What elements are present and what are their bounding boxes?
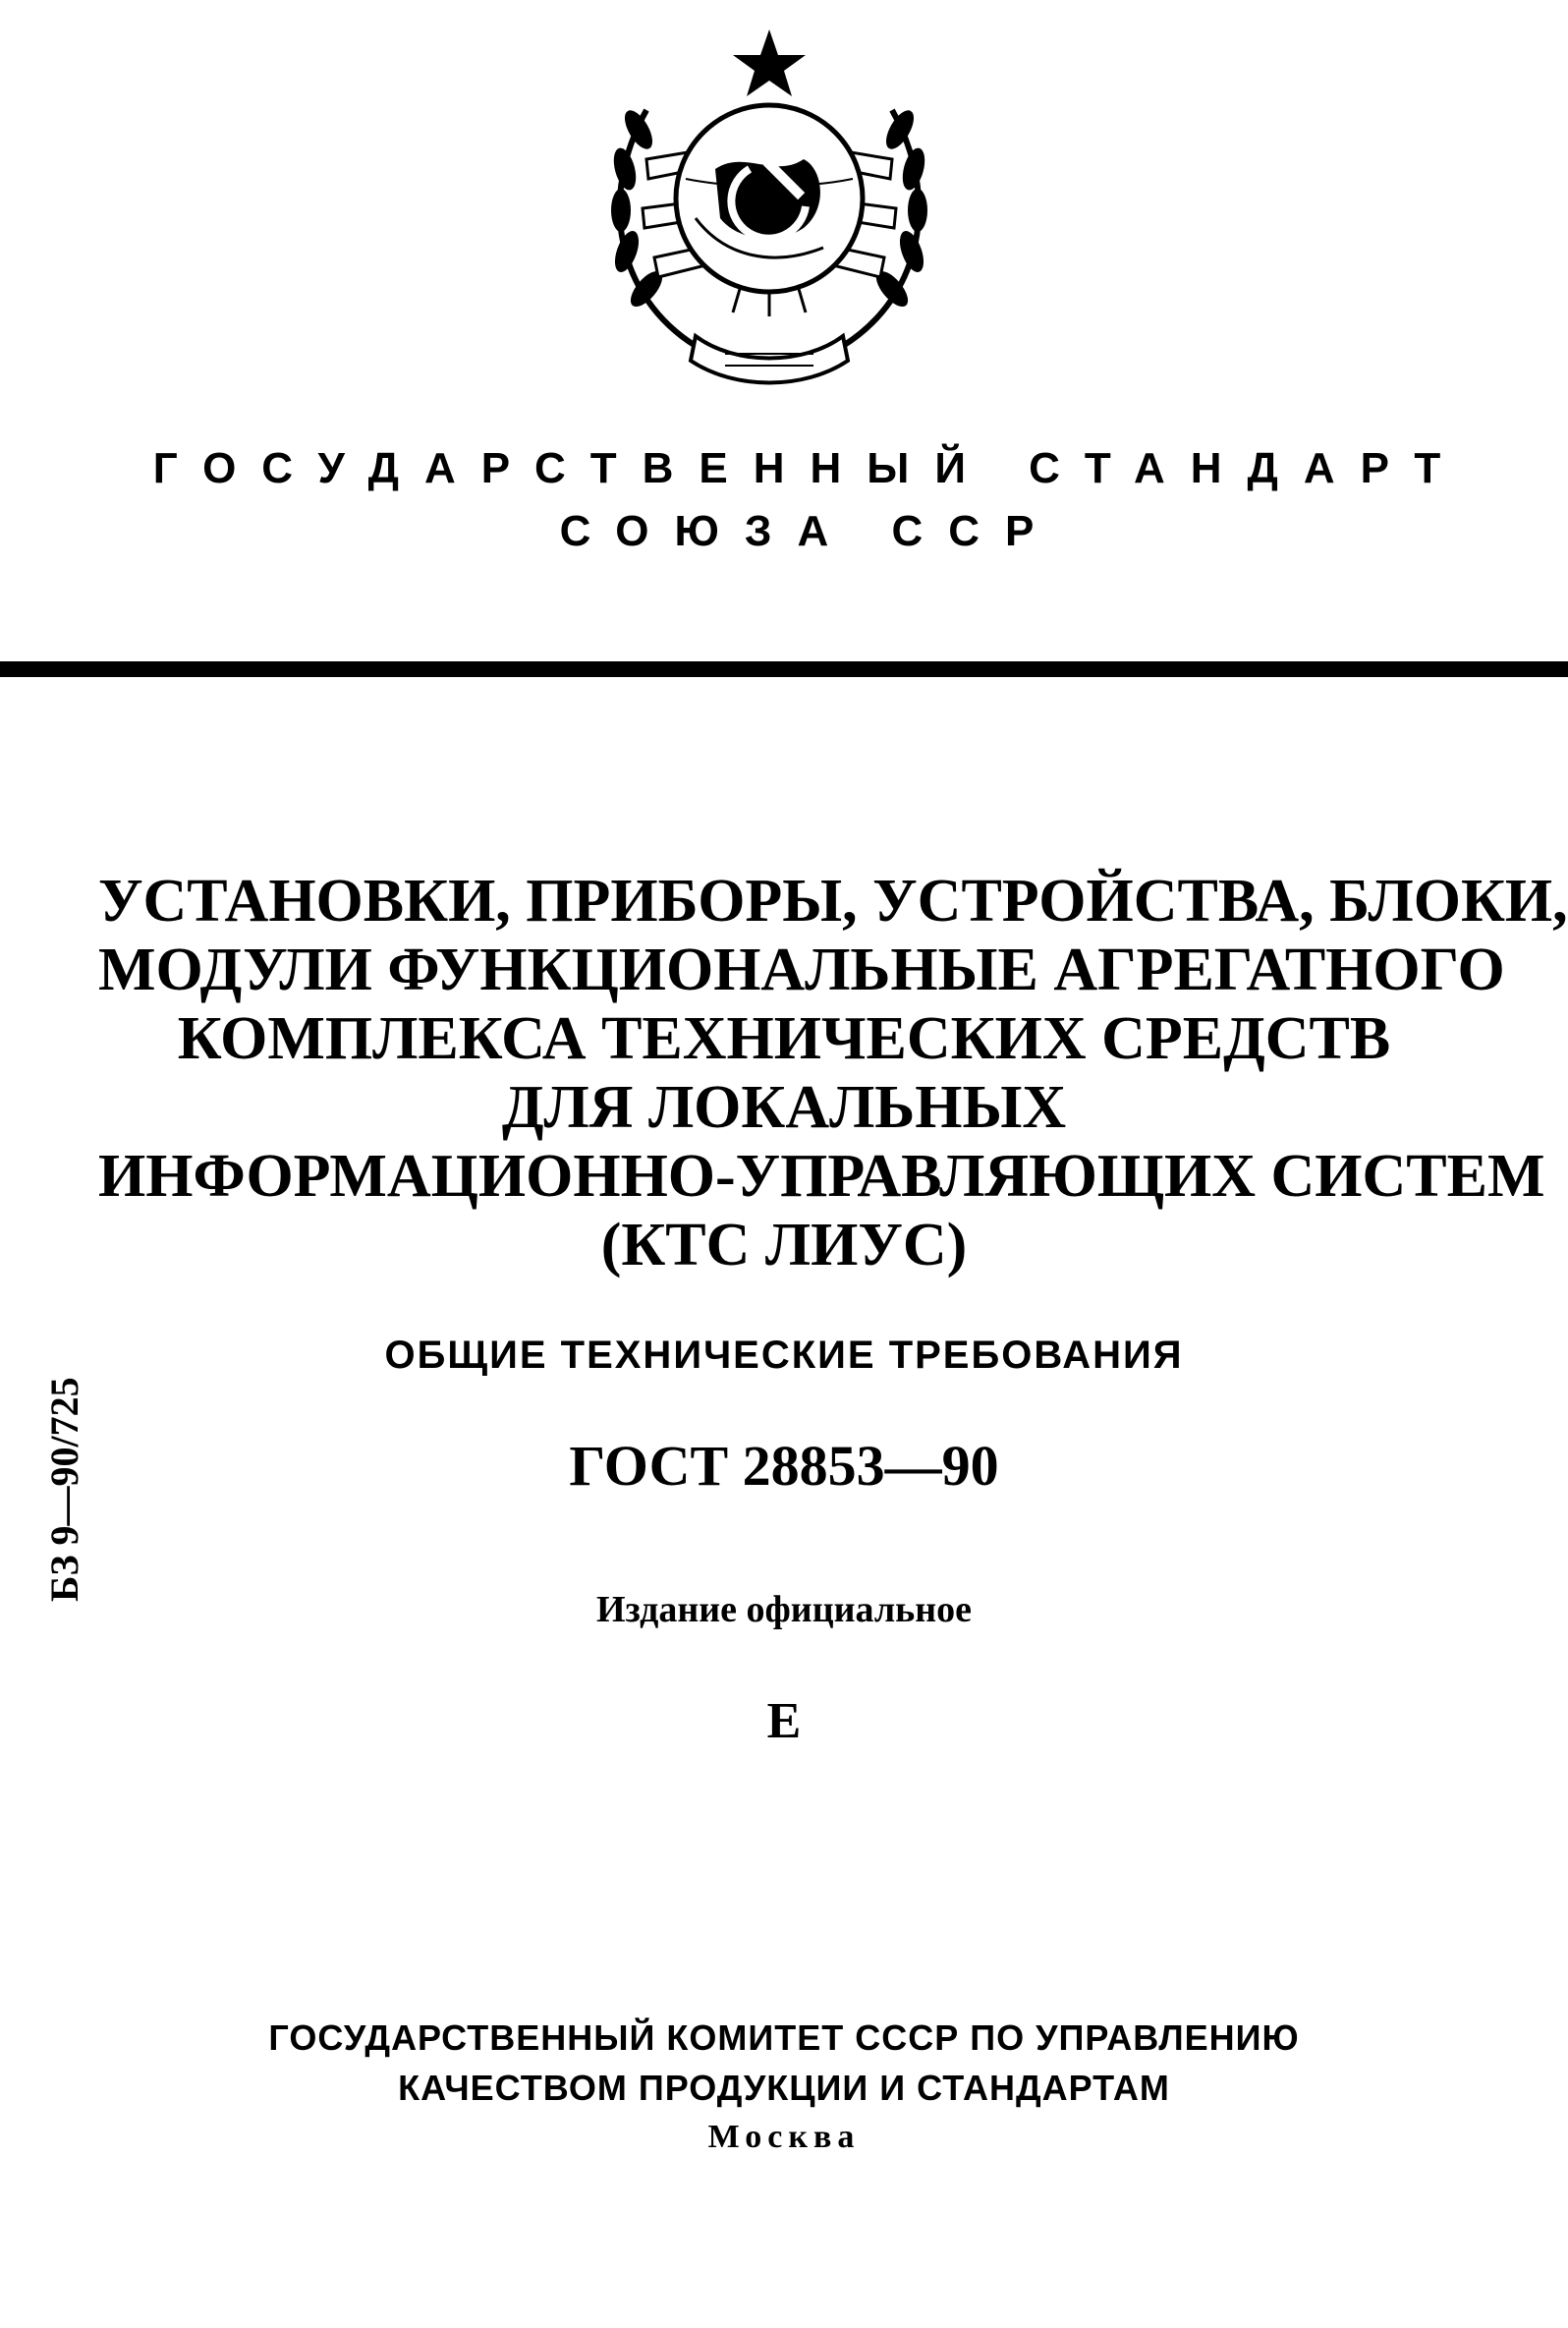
title-line: ДЛЯ ЛОКАЛЬНЫХ — [501, 1074, 1067, 1141]
publisher-line1: ГОСУДАРСТВЕННЫЙ КОМИТЕТ СССР ПО УПРАВЛЕНИЮ — [268, 2017, 1300, 2058]
document-header-line2: СОЮЗА ССР — [559, 507, 1060, 555]
standard-number: ГОСТ 28853—90 — [569, 1434, 999, 1498]
title-line: (КТС ЛИУС) — [600, 1212, 968, 1278]
state-emblem-icon — [578, 22, 961, 405]
title-line: УСТАНОВКИ, ПРИБОРЫ, УСТРОЙСТВА, БЛОКИ, — [98, 868, 1568, 935]
document-title — [98, 867, 1568, 1279]
title-line: ИНФОРМАЦИОННО-УПРАВЛЯЮЩИХ СИСТЕМ — [98, 1143, 1545, 1210]
publisher-city: Москва — [707, 2119, 861, 2155]
title-line: МОДУЛИ ФУНКЦИОНАЛЬНЫЕ АГРЕГАТНОГО — [98, 937, 1505, 1003]
edition-letter: Е — [766, 1693, 802, 1749]
side-code: БЗ 9—90/725 — [42, 1377, 86, 1602]
horizontal-divider — [0, 661, 1568, 677]
edition-label: Издание официальное — [595, 1589, 972, 1630]
document-subtitle: ОБЩИЕ ТЕХНИЧЕСКИЕ ТРЕБОВАНИЯ — [384, 1334, 1184, 1377]
title-line: КОМПЛЕКСА ТЕХНИЧЕСКИХ СРЕДСТВ — [177, 1005, 1391, 1072]
document-header-line1: ГОСУДАРСТВЕННЫЙ СТАНДАРТ — [152, 444, 1467, 492]
publisher-line2: КАЧЕСТВОМ ПРОДУКЦИИ И СТАНДАРТАМ — [398, 2068, 1170, 2108]
